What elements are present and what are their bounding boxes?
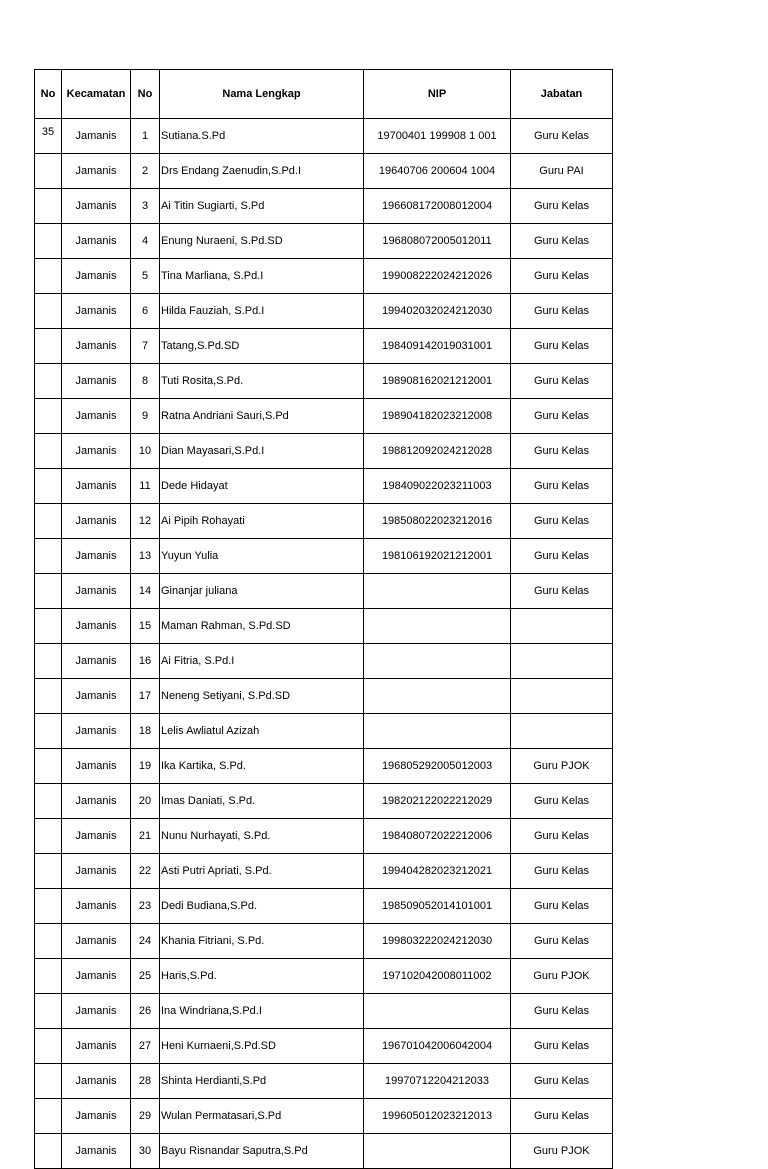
header-row	[35, 70, 613, 119]
cell-no-kecamatan	[35, 994, 62, 1029]
cell-no: 4	[131, 224, 160, 259]
cell-kecamatan: Jamanis	[62, 434, 131, 469]
cell-no-kecamatan	[35, 154, 62, 189]
cell-no-kecamatan	[35, 609, 62, 644]
table-row	[35, 259, 613, 294]
table-row	[35, 224, 613, 259]
cell-no-kecamatan	[35, 784, 62, 819]
cell-nama-lengkap: Ina Windriana,S.Pd.I	[160, 994, 364, 1029]
cell-kecamatan: Jamanis	[62, 364, 131, 399]
cell-no: 14	[131, 574, 160, 609]
cell-no: 10	[131, 434, 160, 469]
table-row	[35, 119, 613, 154]
cell-no-kecamatan	[35, 819, 62, 854]
cell-kecamatan: Jamanis	[62, 994, 131, 1029]
table-row	[35, 1064, 613, 1099]
cell-no-kecamatan	[35, 854, 62, 889]
cell-kecamatan: Jamanis	[62, 1134, 131, 1169]
cell-nama-lengkap: Shinta Herdianti,S.Pd	[160, 1064, 364, 1099]
cell-kecamatan: Jamanis	[62, 1029, 131, 1064]
cell-nama-lengkap: Nunu Nurhayati, S.Pd.	[160, 819, 364, 854]
cell-nama-lengkap: Bayu Risnandar Saputra,S.Pd	[160, 1134, 364, 1169]
cell-no: 9	[131, 399, 160, 434]
cell-jabatan	[511, 679, 613, 714]
cell-jabatan: Guru Kelas	[511, 189, 613, 224]
cell-jabatan: Guru Kelas	[511, 399, 613, 434]
cell-no-kecamatan	[35, 224, 62, 259]
table-row	[35, 889, 613, 924]
cell-jabatan	[511, 609, 613, 644]
table-row	[35, 819, 613, 854]
cell-kecamatan: Jamanis	[62, 469, 131, 504]
header-no-kecamatan: No	[35, 70, 62, 119]
cell-jabatan: Guru Kelas	[511, 1099, 613, 1134]
cell-nama-lengkap: Dede Hidayat	[160, 469, 364, 504]
cell-nama-lengkap: Ratna Andriani Sauri,S.Pd	[160, 399, 364, 434]
table-row	[35, 609, 613, 644]
cell-nama-lengkap: Heni Kurnaeni,S.Pd.SD	[160, 1029, 364, 1064]
cell-no-kecamatan	[35, 434, 62, 469]
cell-no: 30	[131, 1134, 160, 1169]
table-row	[35, 1134, 613, 1169]
cell-nama-lengkap: Enung Nuraeni, S.Pd.SD	[160, 224, 364, 259]
cell-jabatan: Guru Kelas	[511, 539, 613, 574]
cell-nip: 199008222024212026	[364, 259, 511, 294]
cell-nama-lengkap: Ika Kartika, S.Pd.	[160, 749, 364, 784]
cell-nama-lengkap: Khania Fitriani, S.Pd.	[160, 924, 364, 959]
cell-nip: 198908162021212001	[364, 364, 511, 399]
table-row	[35, 924, 613, 959]
cell-nip: 198904182023212008	[364, 399, 511, 434]
cell-kecamatan: Jamanis	[62, 1099, 131, 1134]
cell-nip: 199803222024212030	[364, 924, 511, 959]
header-nama-lengkap: Nama Lengkap	[160, 70, 364, 119]
cell-no: 16	[131, 644, 160, 679]
cell-no: 19	[131, 749, 160, 784]
cell-nama-lengkap: Dedi Budiana,S.Pd.	[160, 889, 364, 924]
cell-kecamatan: Jamanis	[62, 224, 131, 259]
cell-nip: 196608172008012004	[364, 189, 511, 224]
cell-no: 6	[131, 294, 160, 329]
cell-kecamatan: Jamanis	[62, 329, 131, 364]
table-row	[35, 154, 613, 189]
table-row	[35, 504, 613, 539]
cell-no: 7	[131, 329, 160, 364]
cell-kecamatan: Jamanis	[62, 1064, 131, 1099]
cell-kecamatan: Jamanis	[62, 854, 131, 889]
cell-no: 8	[131, 364, 160, 399]
table-row	[35, 539, 613, 574]
cell-nip: 19700401 199908 1 001	[364, 119, 511, 154]
table-row	[35, 854, 613, 889]
cell-nip: 199402032024212030	[364, 294, 511, 329]
cell-nama-lengkap: Asti Putri Apriati, S.Pd.	[160, 854, 364, 889]
cell-jabatan: Guru Kelas	[511, 924, 613, 959]
cell-jabatan: Guru Kelas	[511, 294, 613, 329]
cell-no-kecamatan	[35, 889, 62, 924]
table-row	[35, 329, 613, 364]
cell-kecamatan: Jamanis	[62, 294, 131, 329]
table-header	[35, 70, 613, 119]
header-jabatan: Jabatan	[511, 70, 613, 119]
cell-no-kecamatan	[35, 574, 62, 609]
cell-kecamatan: Jamanis	[62, 539, 131, 574]
cell-jabatan: Guru Kelas	[511, 364, 613, 399]
cell-jabatan: Guru PJOK	[511, 749, 613, 784]
cell-nip	[364, 1134, 511, 1169]
cell-no-kecamatan	[35, 644, 62, 679]
cell-no: 22	[131, 854, 160, 889]
cell-no: 28	[131, 1064, 160, 1099]
cell-no-kecamatan	[35, 679, 62, 714]
cell-no: 21	[131, 819, 160, 854]
cell-nip: 198409022023211003	[364, 469, 511, 504]
cell-jabatan: Guru PJOK	[511, 1134, 613, 1169]
cell-nip: 198202122022212029	[364, 784, 511, 819]
cell-jabatan	[511, 644, 613, 679]
cell-no-kecamatan	[35, 924, 62, 959]
cell-no-kecamatan	[35, 329, 62, 364]
cell-no: 24	[131, 924, 160, 959]
cell-jabatan: Guru Kelas	[511, 574, 613, 609]
cell-jabatan: Guru Kelas	[511, 1029, 613, 1064]
cell-no-kecamatan	[35, 504, 62, 539]
cell-jabatan: Guru Kelas	[511, 259, 613, 294]
cell-kecamatan: Jamanis	[62, 819, 131, 854]
cell-no: 29	[131, 1099, 160, 1134]
table-row	[35, 434, 613, 469]
table-row	[35, 1029, 613, 1064]
cell-jabatan: Guru Kelas	[511, 504, 613, 539]
cell-no-kecamatan	[35, 294, 62, 329]
cell-nama-lengkap: Sutiana.S.Pd	[160, 119, 364, 154]
cell-nama-lengkap: Imas Daniati, S.Pd.	[160, 784, 364, 819]
cell-kecamatan: Jamanis	[62, 889, 131, 924]
cell-nip: 198508022023212016	[364, 504, 511, 539]
table-row	[35, 994, 613, 1029]
cell-nama-lengkap: Wulan Permatasari,S.Pd	[160, 1099, 364, 1134]
cell-no-kecamatan	[35, 469, 62, 504]
cell-nip: 197102042008011002	[364, 959, 511, 994]
cell-nip	[364, 574, 511, 609]
table-row	[35, 644, 613, 679]
cell-nip: 19970712204212033	[364, 1064, 511, 1099]
cell-no: 26	[131, 994, 160, 1029]
cell-no: 12	[131, 504, 160, 539]
cell-kecamatan: Jamanis	[62, 399, 131, 434]
table-row	[35, 1099, 613, 1134]
cell-nama-lengkap: Neneng Setiyani, S.Pd.SD	[160, 679, 364, 714]
cell-no-kecamatan	[35, 399, 62, 434]
table-row	[35, 399, 613, 434]
cell-nama-lengkap: Drs Endang Zaenudin,S.Pd.I	[160, 154, 364, 189]
cell-no-kecamatan	[35, 714, 62, 749]
cell-nama-lengkap: Tuti Rosita,S.Pd.	[160, 364, 364, 399]
cell-nama-lengkap: Hilda Fauziah, S.Pd.I	[160, 294, 364, 329]
cell-nama-lengkap: Maman Rahman, S.Pd.SD	[160, 609, 364, 644]
cell-nip: 199605012023212013	[364, 1099, 511, 1134]
cell-no-kecamatan	[35, 364, 62, 399]
cell-jabatan: Guru PAI	[511, 154, 613, 189]
cell-jabatan	[511, 714, 613, 749]
cell-no-kecamatan	[35, 959, 62, 994]
cell-nip	[364, 644, 511, 679]
cell-nip: 196805292005012003	[364, 749, 511, 784]
table-row	[35, 679, 613, 714]
staff-table	[34, 69, 613, 1169]
cell-jabatan: Guru Kelas	[511, 889, 613, 924]
cell-nama-lengkap: Haris,S.Pd.	[160, 959, 364, 994]
cell-no-kecamatan	[35, 1064, 62, 1099]
cell-jabatan: Guru Kelas	[511, 784, 613, 819]
cell-nip	[364, 679, 511, 714]
cell-nip: 198509052014101001	[364, 889, 511, 924]
header-no: No	[131, 70, 160, 119]
table-row	[35, 469, 613, 504]
cell-nip: 196808072005012011	[364, 224, 511, 259]
cell-kecamatan: Jamanis	[62, 609, 131, 644]
cell-kecamatan: Jamanis	[62, 189, 131, 224]
cell-jabatan: Guru Kelas	[511, 224, 613, 259]
cell-no: 13	[131, 539, 160, 574]
cell-nama-lengkap: Ginanjar juliana	[160, 574, 364, 609]
cell-no-kecamatan	[35, 1134, 62, 1169]
cell-no-kecamatan	[35, 259, 62, 294]
table-row	[35, 714, 613, 749]
cell-nama-lengkap: Dian Mayasari,S.Pd.I	[160, 434, 364, 469]
cell-kecamatan: Jamanis	[62, 504, 131, 539]
cell-no: 17	[131, 679, 160, 714]
header-kecamatan: Kecamatan	[62, 70, 131, 119]
cell-kecamatan: Jamanis	[62, 959, 131, 994]
cell-no-kecamatan: 35	[35, 119, 62, 154]
cell-jabatan: Guru Kelas	[511, 819, 613, 854]
cell-nip	[364, 994, 511, 1029]
cell-no: 5	[131, 259, 160, 294]
table-row	[35, 364, 613, 399]
table-row	[35, 294, 613, 329]
cell-nama-lengkap: Lelis Awliatul Azizah	[160, 714, 364, 749]
cell-kecamatan: Jamanis	[62, 259, 131, 294]
cell-jabatan: Guru PJOK	[511, 959, 613, 994]
cell-nip: 198106192021212001	[364, 539, 511, 574]
cell-nama-lengkap: Yuyun Yulia	[160, 539, 364, 574]
cell-nama-lengkap: Ai Titin Sugiarti, S.Pd	[160, 189, 364, 224]
cell-no: 18	[131, 714, 160, 749]
cell-kecamatan: Jamanis	[62, 574, 131, 609]
table-body	[35, 119, 613, 1169]
cell-no-kecamatan	[35, 1029, 62, 1064]
cell-no: 15	[131, 609, 160, 644]
cell-nip	[364, 714, 511, 749]
cell-nip	[364, 609, 511, 644]
table-row	[35, 574, 613, 609]
table-row	[35, 959, 613, 994]
cell-nip: 198812092024212028	[364, 434, 511, 469]
cell-no: 23	[131, 889, 160, 924]
cell-no-kecamatan	[35, 1099, 62, 1134]
cell-jabatan: Guru Kelas	[511, 994, 613, 1029]
cell-kecamatan: Jamanis	[62, 714, 131, 749]
cell-no: 2	[131, 154, 160, 189]
cell-jabatan: Guru Kelas	[511, 1064, 613, 1099]
cell-no: 25	[131, 959, 160, 994]
cell-nip: 198408072022212006	[364, 819, 511, 854]
cell-nama-lengkap: Ai Fitria, S.Pd.I	[160, 644, 364, 679]
cell-nip: 196701042006042004	[364, 1029, 511, 1064]
cell-no: 27	[131, 1029, 160, 1064]
cell-jabatan: Guru Kelas	[511, 119, 613, 154]
cell-jabatan: Guru Kelas	[511, 434, 613, 469]
cell-nip: 198409142019031001	[364, 329, 511, 364]
cell-kecamatan: Jamanis	[62, 784, 131, 819]
cell-kecamatan: Jamanis	[62, 644, 131, 679]
cell-no-kecamatan	[35, 189, 62, 224]
table-row	[35, 189, 613, 224]
header-nip: NIP	[364, 70, 511, 119]
cell-no-kecamatan	[35, 539, 62, 574]
cell-kecamatan: Jamanis	[62, 154, 131, 189]
cell-no: 11	[131, 469, 160, 504]
cell-kecamatan: Jamanis	[62, 679, 131, 714]
cell-jabatan: Guru Kelas	[511, 469, 613, 504]
table-row	[35, 784, 613, 819]
cell-kecamatan: Jamanis	[62, 749, 131, 784]
cell-no: 3	[131, 189, 160, 224]
cell-nip: 199404282023212021	[364, 854, 511, 889]
table-row	[35, 749, 613, 784]
cell-jabatan: Guru Kelas	[511, 329, 613, 364]
cell-nama-lengkap: Ai Pipih Rohayati	[160, 504, 364, 539]
cell-jabatan: Guru Kelas	[511, 854, 613, 889]
cell-no-kecamatan	[35, 749, 62, 784]
cell-no: 1	[131, 119, 160, 154]
cell-nama-lengkap: Tatang,S.Pd.SD	[160, 329, 364, 364]
cell-nama-lengkap: Tina Marliana, S.Pd.I	[160, 259, 364, 294]
cell-no: 20	[131, 784, 160, 819]
cell-nip: 19640706 200604 1004	[364, 154, 511, 189]
cell-kecamatan: Jamanis	[62, 119, 131, 154]
cell-kecamatan: Jamanis	[62, 924, 131, 959]
